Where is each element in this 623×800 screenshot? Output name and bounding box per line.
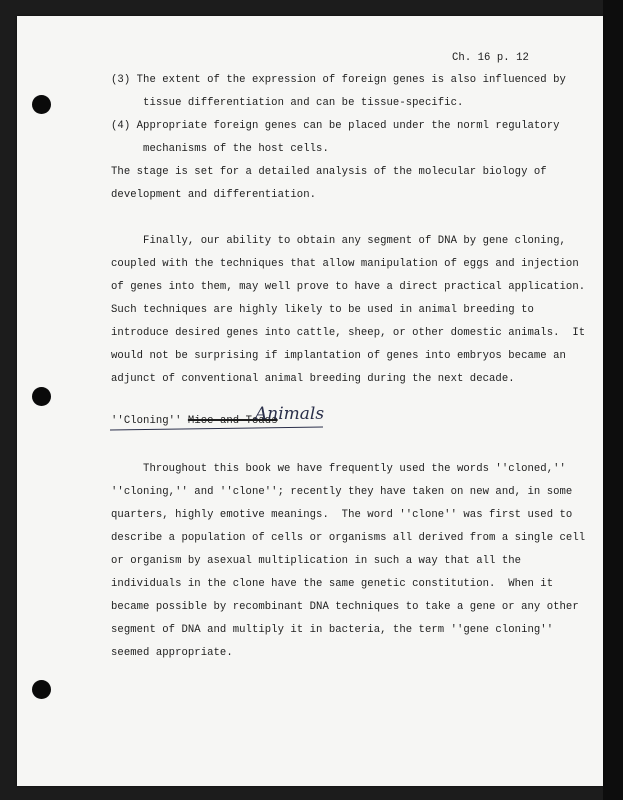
heading-struck-text: Mice and Toads [187,415,278,427]
text-line: Throughout this book we have frequently used the words ''cloned,'' [111,463,566,475]
heading-typed: ''Cloning'' [111,415,182,427]
punch-hole [32,680,51,699]
punch-hole [32,387,51,406]
text-line: (3) The extent of the expression of foreign genes is also influenced by [111,74,566,86]
handwritten-correction: Animals [255,404,325,424]
text-line: development and differentiation. [111,189,317,201]
section-heading [111,415,278,427]
text-line: coupled with the techniques that allow manipulation of eggs and injection [111,258,579,270]
text-line: or organism by asexual multiplication in such a way that all the [111,555,522,567]
text-line: of genes into them, may well prove to have a direct practical application. [111,281,586,293]
text-line: seemed appropriate. [111,647,233,659]
dark-background-edge [603,0,623,800]
text-line: quarters, highly emotive meanings. The word ''clone'' was first used to [111,509,573,521]
text-line: tissue differentiation and can be tissue-specific. [111,97,464,109]
text-line: adjunct of conventional animal breeding during the next decade. [111,373,515,385]
text-line: mechanisms of the host cells. [111,143,329,155]
text-line: Such techniques are highly likely to be used in animal breeding to [111,304,534,316]
text-line: Finally, our ability to obtain any segment of DNA by gene cloning, [111,235,566,247]
punch-hole [32,95,51,114]
text-line: individuals in the clone have the same genetic constitution. When it [111,578,554,590]
text-line: would not be surprising if implantation of genes into embryos became an [111,350,566,362]
text-line: became possible by recombinant DNA techniques to take a gene or any other [111,601,579,613]
text-line: The stage is set for a detailed analysis of the molecular biology of [111,166,547,178]
page-header: Ch. 16 p. 12 [452,52,529,64]
text-line: describe a population of cells or organisms all derived from a single cell [111,532,586,544]
text-line: (4) Appropriate foreign genes can be placed under the norml regulatory [111,120,560,132]
text-line: ''cloning,'' and ''clone''; recently they have taken on new and, in some [111,486,573,498]
text-line: segment of DNA and multiply it in bacteria, the term ''gene cloning'' [111,624,554,636]
text-line: introduce desired genes into cattle, sheep, or other domestic animals. It [111,327,586,339]
